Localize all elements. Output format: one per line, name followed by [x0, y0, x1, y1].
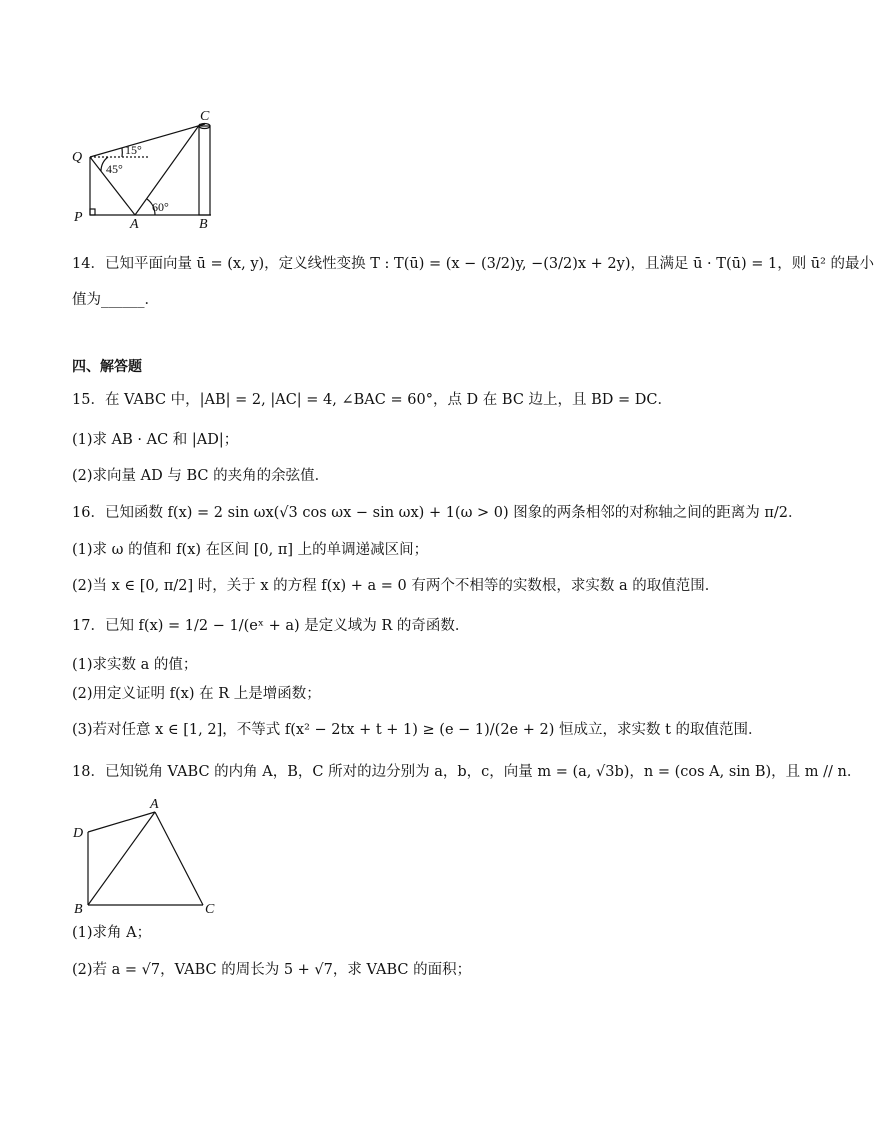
section-heading: 四、解答题 — [72, 359, 142, 375]
q15-part2: (2)求向量 AD 与 BC 的夹角的余弦值． — [72, 468, 330, 484]
line-AC — [155, 812, 203, 905]
line-BA — [88, 812, 155, 905]
label-15deg: 15° — [125, 143, 142, 157]
figure-triangle-abc — [68, 790, 228, 918]
label-60deg: 60° — [152, 200, 169, 214]
label-B: B — [74, 902, 83, 917]
label-C: C — [205, 902, 215, 917]
right-angle-mark — [90, 209, 95, 215]
line-DA — [88, 812, 155, 832]
label-B: B — [199, 217, 208, 232]
q17-part3: (3)若对任意 x ∈ [1, 2]，不等式 f(x² − 2tx + t + 1) ≥ (e − 1)/(2e + 2) 恒成立，求实数 t 的取值范围． — [72, 722, 763, 738]
label-C: C — [200, 109, 210, 124]
q14-line2: 值为______． — [72, 292, 159, 308]
q15: 15．在 VABC 中，|AB| = 2, |AC| = 4, ∠BAC = 60°，点 D 在 BC 边上，且 BD = DC． — [72, 392, 673, 408]
label-A: A — [150, 797, 159, 812]
label-Q: Q — [72, 150, 83, 165]
q17-part1: (1)求实数 a 的值； — [72, 657, 198, 673]
q16: 16．已知函数 f(x) = 2 sin ωx(√3 cos ωx − sin ωx) + 1(ω > 0) 图象的两条相邻的对称轴之间的距离为 π/2． — [72, 505, 803, 521]
figure-tower-angles — [66, 104, 226, 232]
label-D: D — [73, 826, 84, 841]
q17-part2: (2)用定义证明 f(x) 在 R 上是增函数； — [72, 686, 321, 702]
label-45deg: 45° — [106, 162, 123, 176]
tower — [199, 126, 210, 215]
q18: 18．已知锐角 VABC 的内角 A，B，C 所对的边分别为 a，b，c，向量 m = (a, √3b)，n = (cos A, sin B)，且 m // n． — [72, 764, 862, 780]
q17: 17．已知 f(x) = 1/2 − 1/(eˣ + a) 是定义域为 R 的奇函数． — [72, 618, 470, 634]
label-A: A — [130, 217, 139, 232]
q16-part2: (2)当 x ∈ [0, π/2] 时，关于 x 的方程 f(x) + a = 0 有两个不相等的实数根，求实数 a 的取值范围． — [72, 578, 720, 594]
q16-part1: (1)求 ω 的值和 f(x) 在区间 [0, π] 上的单调递减区间； — [72, 542, 429, 558]
q18-part1: (1)求角 A； — [72, 925, 152, 941]
q15-part1: (1)求 AB · AC 和 |AD|； — [72, 432, 239, 448]
q18-part2: (2)若 a = √7，VABC 的周长为 5 + √7，求 VABC 的面积； — [72, 962, 472, 978]
label-P: P — [74, 210, 83, 225]
q14-line1: 14．已知平面向量 ū = (x, y)，定义线性变换 T : T(ū) = (x − (3/2)y, −(3/2)x + 2y)，且满足 ū · T(ū) = 1，则 ū² 的最小 — [72, 256, 874, 272]
